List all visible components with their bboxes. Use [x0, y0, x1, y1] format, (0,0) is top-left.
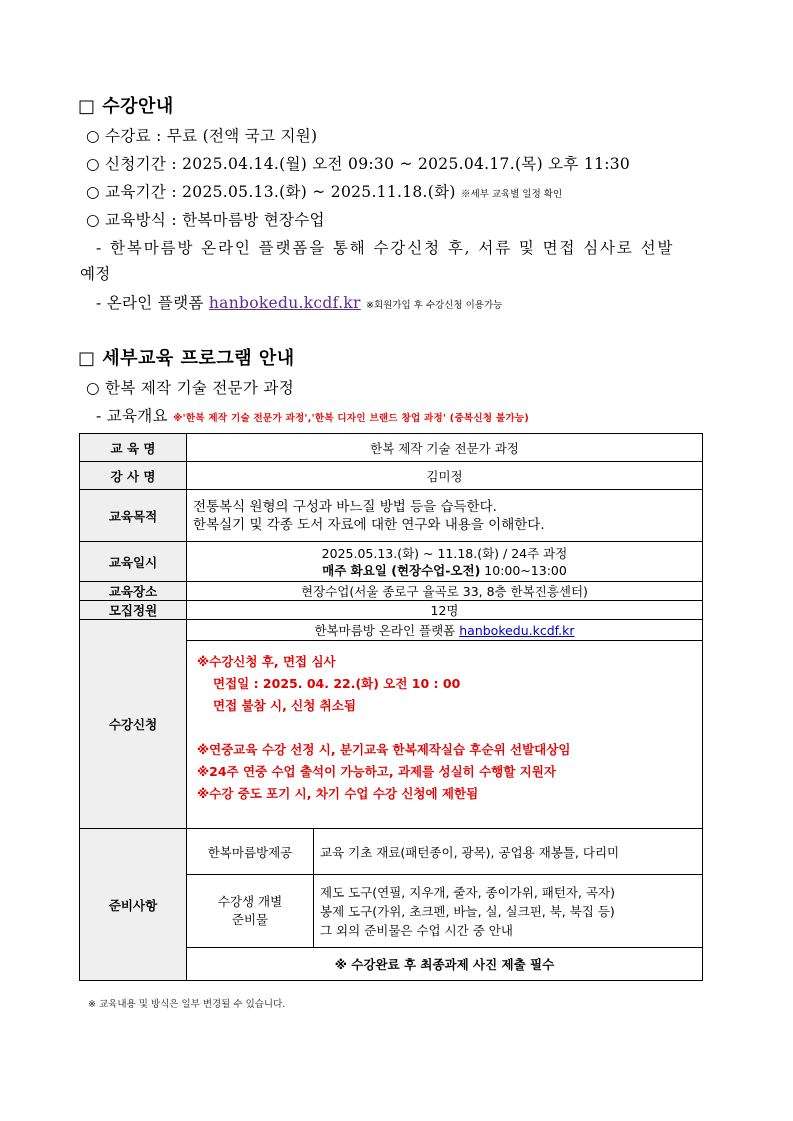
apply-note: ※수강 중도 포기 시, 차기 수업 수강 신청에 제한됨 — [197, 786, 479, 801]
overview-prefix: - 교육개요 — [96, 407, 168, 425]
edu-period-note: ※세부 교육별 일정 확인 — [460, 189, 563, 200]
name-value: 한복 제작 기술 전문가 과정 — [187, 434, 703, 462]
table-row — [80, 620, 703, 641]
course-info-table — [79, 433, 703, 981]
apply-note: 면접일 : 2025. 04. 22.(화) 오전 10 : 00 — [213, 676, 461, 691]
apply-platform-prefix: 한복마름방 온라인 플랫폼 — [314, 623, 456, 638]
prep-own-line: 봉제 도구(가위, 초크펜, 바늘, 실, 실크핀, 북, 북집 등) — [320, 903, 615, 919]
apply-note: ※수강신청 후, 면접 심사 — [197, 654, 336, 669]
name-label: 교 육 명 — [80, 434, 187, 462]
footnote: ※ 교육내용 및 방식은 일부 변경될 수 있습니다. — [88, 999, 286, 1010]
prep-provided-label: 한복마름방제공 — [187, 829, 314, 875]
table-row — [80, 601, 703, 620]
place-value: 현장수업(서울 종로구 율곡로 33, 8층 한복진흥센터) — [187, 582, 703, 601]
prep-own-label-line: 수강생 개별 — [217, 894, 283, 909]
overview-line — [96, 404, 529, 426]
goal-value — [187, 490, 703, 542]
method-desc-line: - 한복마름방 온라인 플랫폼을 통해 수강신청 후, 서류 및 면접 심사로 선발 — [96, 239, 675, 257]
section-title-program: □ 세부교육 프로그램 안내 — [78, 348, 295, 369]
apply-note: ※연중교육 수강 선정 시, 분기교육 한복제작실습 후순위 선발대상임 — [197, 742, 571, 757]
apply-note: ※24주 연중 수업 출석이 가능하고, 과제를 성실히 수행할 지원자 — [197, 764, 556, 779]
prep-own-label — [187, 875, 314, 948]
table-row — [80, 434, 703, 462]
apply-label: 수강신청 — [80, 620, 187, 829]
prep-own-value — [314, 875, 703, 948]
goal-label: 교육목적 — [80, 490, 187, 542]
goal-line: 전통복식 원형의 구성과 바느질 방법 등을 습득한다. — [193, 498, 497, 515]
apply-note-spacer — [197, 717, 692, 739]
final-note: ※ 수강완료 후 최종과제 사진 제출 필수 — [187, 948, 703, 981]
apply-note: 면접 불참 시, 신청 취소됨 — [213, 698, 356, 713]
instructor-value: 김미정 — [187, 462, 703, 490]
platform-prefix: - 온라인 플랫폼 — [96, 294, 204, 312]
apply-period-line: ○ 신청기간 : 2025.04.14.(월) 오전 09:30 ~ 2025.04.17.(목) 오후 11:30 — [86, 155, 631, 173]
date-day: 매주 화요일 (현장수업-오전) — [322, 562, 481, 578]
section-title-course-info: □ 수강안내 — [78, 96, 174, 117]
table-row — [80, 490, 703, 542]
goal-line: 한복실기 및 각종 도서 자료에 대한 연구와 내용을 이해한다. — [193, 516, 545, 533]
platform-link[interactable]: hanbokedu.kcdf.kr — [208, 294, 361, 312]
table-row — [80, 829, 703, 875]
edu-period-line — [86, 180, 562, 202]
apply-platform — [187, 620, 703, 641]
fee-line: ○ 수강료 : 무료 (전액 국고 지원) — [86, 127, 318, 145]
table-row — [80, 582, 703, 601]
prep-label: 준비사항 — [80, 829, 187, 981]
prep-provided-value: 교육 기초 재료(패턴종이, 광목), 공업용 재봉틀, 다리미 — [314, 829, 703, 875]
prep-own-label-line: 준비물 — [231, 912, 269, 927]
prep-own-line: 제도 도구(연필, 지우개, 줄자, 종이가위, 패턴자, 곡자) — [320, 884, 615, 900]
date-line-2 — [193, 562, 696, 579]
date-time: 10:00~13:00 — [484, 562, 567, 578]
date-value — [187, 542, 703, 582]
place-label: 교육장소 — [80, 582, 187, 601]
course-line: ○ 한복 제작 기술 전문가 과정 — [86, 379, 294, 397]
quota-value: 12명 — [187, 601, 703, 620]
method-desc-continued: 예정 — [80, 265, 111, 283]
instructor-label: 강 사 명 — [80, 462, 187, 490]
platform-note: ※회원가입 후 수강신청 이용가능 — [365, 300, 503, 311]
quota-label: 모집정원 — [80, 601, 187, 620]
table-row — [80, 462, 703, 490]
apply-notes — [187, 641, 703, 829]
platform-line — [96, 291, 502, 313]
table-row — [80, 542, 703, 582]
date-label: 교육일시 — [80, 542, 187, 582]
prep-own-line: 그 외의 준비물은 수업 시간 중 안내 — [320, 922, 513, 938]
edu-period-text: ○ 교육기간 : 2025.05.13.(화) ~ 2025.11.18.(화) — [86, 183, 456, 201]
method-line: ○ 교육방식 : 한복마름방 현장수업 — [86, 211, 325, 229]
apply-platform-link[interactable]: hanbokedu.kcdf.kr — [459, 623, 575, 638]
overview-note: ※'한복 제작 기술 전문가 과정','한복 디자인 브랜드 창업 과정' (중복신청 불가능) — [173, 413, 530, 424]
date-line: 2025.05.13.(화) ~ 11.18.(화) / 24주 과정 — [321, 545, 568, 561]
